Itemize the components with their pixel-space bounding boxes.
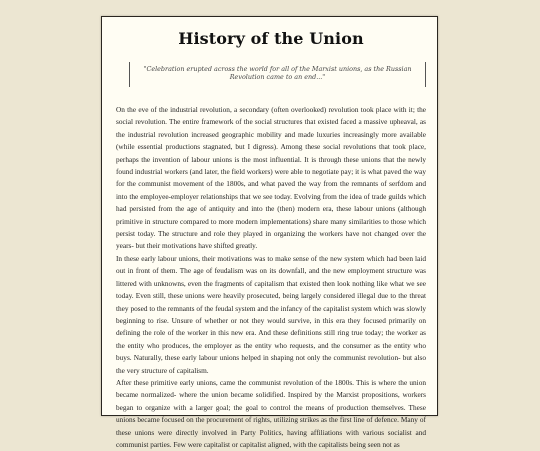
article-body — [116, 104, 426, 451]
paragraph-1: On the eve of the industrial revolution, a secondary (often overlooked) revolution took place with it; the social revolution. The entire framework of the social structures that existed faced a massive upheaval, as the industrial revolution increased geographic mobility and made luxuries increasingly more available (while essential productions stagnated, but I digress). Among these social revolutions that took place, perhaps the invention of labour unions is the most influential. It is through these unions that the newly found industrial workers (and later, the field workers) were able to negotiate pay; it is what paved the way for the communist movement of the 1800s, and what paved the way from the remnants of serfdom and into the employee-employer relationships that we see today. Evolving from the idea of trade guilds which had persisted from the age of antiquity and into the (then) modern era, these labour unions (although primitive in structure compared to more modern implementations) share many similarities to those which persist today. The structure and role they played in organizing the workers have not changed over the years- but their motivations have shifted greatly. — [116, 105, 426, 251]
paragraph-2: In these early labour unions, their motivations was to make sense of the new system which had been laid out in front of them. The age of feudalism was on its downfall, and the new employment structure was littered with unknowns, even the fragments of capitalism that existed then look nothing like what we see today. Even still, these unions were heavily prosecuted, being largely considered illegal due to the threat they posed to the remnants of the feudal system and the infancy of the capitalist system which was slowly beginning to rise. Unsure of whether or not they would survive, in this era they focused primarily on defining the role of the worker in this new era. And these definitions still ring true today; the worker as the entity who produces, the employer as the entity who requests, and the consumer as the entity who buys. Naturally, these early labour unions helped in shaping not only the communist revolution- but also the very structure of capitalism. — [116, 253, 426, 375]
article-title: History of the Union — [178, 29, 364, 48]
article-page — [101, 16, 438, 449]
pull-quote — [129, 62, 426, 87]
pull-quote-text: "Celebration erupted across the world for all of the Marxist unions, as the Russian Revolution came to an end..." — [143, 65, 412, 82]
paragraph-3: After these primitive early unions, came the communist revolution of the 1800s. This is where the union became normalized- where the union became solidified. Inspired by the Marxist propositions, workers began to organize with a larger goal; the goal to control the means of production themselves. These unions became focused on the procurement of rights, utilizing strikes as the first line of defence. Many of these unions were directly involved in Party Politics, having affiliations with various socialist and communist parties. Few were capitalist or capitalist aligned, with the capitalists being seen not as — [116, 377, 426, 449]
